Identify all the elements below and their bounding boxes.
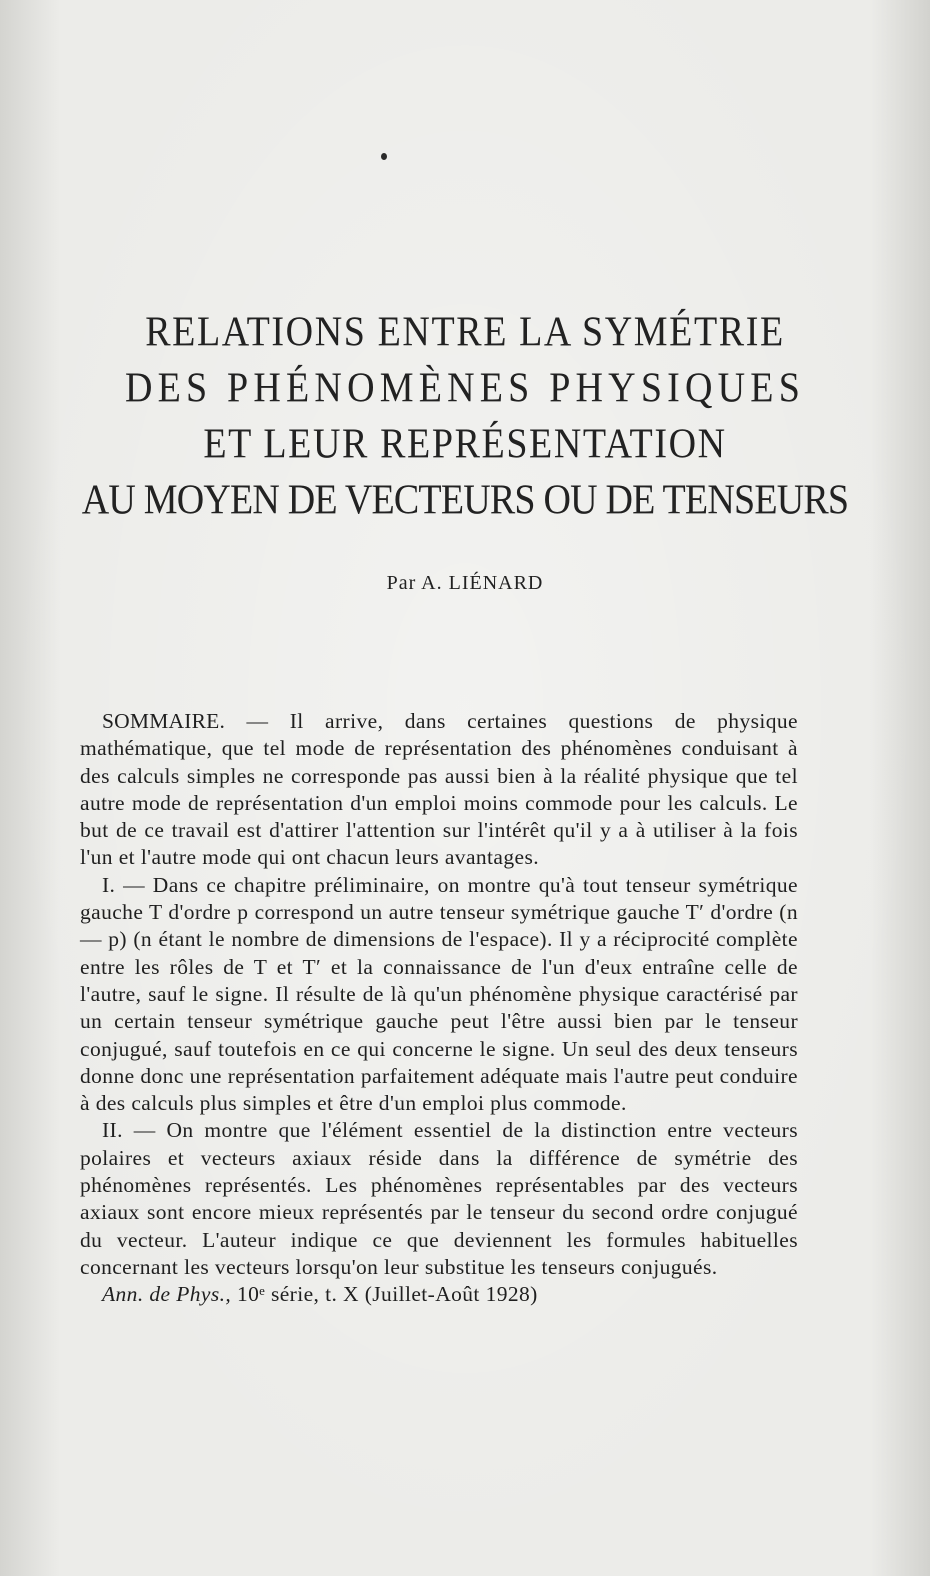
paper-title bbox=[60, 304, 870, 528]
citation-details: 10ᵉ série, t. X (Juillet-Août 1928) bbox=[231, 1282, 538, 1307]
title-line-1: RELATIONS ENTRE LA SYMÉTRIE bbox=[145, 308, 785, 356]
summary-section-1: I. — Dans ce chapitre préliminaire, on montre qu'à tout tenseur symétrique gauche T d'ordre p correspond un autre tenseur symétrique gauche T′ d'ordre (n — p) (n étant le nombre de dimensions de l'espace). Il y a réciprocité complète entre les rôles de T et T′ et la connaissance de l'un d'eux entraîne celle de l'autre, sauf le signe. Il résulte de là qu'un phénomène physique caractérisé par un certain tenseur symétrique gauche peut l'être aussi bien par le tenseur conjugué, sauf toutefois en ce qui concerne le signe. Un seul des deux tenseurs donne donc une représentation parfaitement adéquate mais l'autre peut conduire à des calculs plus simples et être d'un emploi plus commode. bbox=[80, 872, 798, 1116]
summary-label: SOMMAIRE. bbox=[102, 709, 226, 733]
summary-section-2: II. — On montre que l'élément essentiel de la distinction entre vecteurs polaires et vecteurs axiaux réside dans la différence de symétrie des phénomènes représentés. Les phénomènes représentables par des vecteurs axiaux sont encore mieux représentés par le tenseur du second ordre conjugué du vecteur. L'auteur indique ce que deviennent les formules habituelles concernant les vecteurs lorsqu'on leur substitue les tenseurs conjugués. bbox=[80, 1118, 798, 1279]
abstract-body bbox=[80, 708, 798, 1309]
author-byline: Par A. LIÉNARD bbox=[386, 572, 544, 594]
title-line-3: ET LEUR REPRÉSENTATION bbox=[203, 420, 727, 468]
summary-intro-paragraph bbox=[80, 708, 798, 872]
citation-journal: Ann. de Phys., bbox=[102, 1282, 232, 1307]
title-line-4: AU MOYEN DE VECTEURS OU DE TENSEURS bbox=[81, 476, 849, 524]
title-line-2: DES PHÉNOMÈNES PHYSIQUES bbox=[124, 364, 806, 412]
journal-citation bbox=[80, 1281, 798, 1308]
summary-intro-text: — Il arrive, dans certaines questions de physique mathématique, que tel mode de représentation des phénomènes conduisant à des calculs simples ne corresponde pas aussi bien à la réalité physique que tel autre mode de représentation d'un emploi moins commode pour les calculs. Le but de ce travail est d'attirer l'attention sur l'intérêt qu'il y a à utiliser à la fois l'un et l'autre mode qui ont chacun leurs avantages. bbox=[80, 709, 798, 870]
ink-speck-mark bbox=[381, 153, 387, 160]
